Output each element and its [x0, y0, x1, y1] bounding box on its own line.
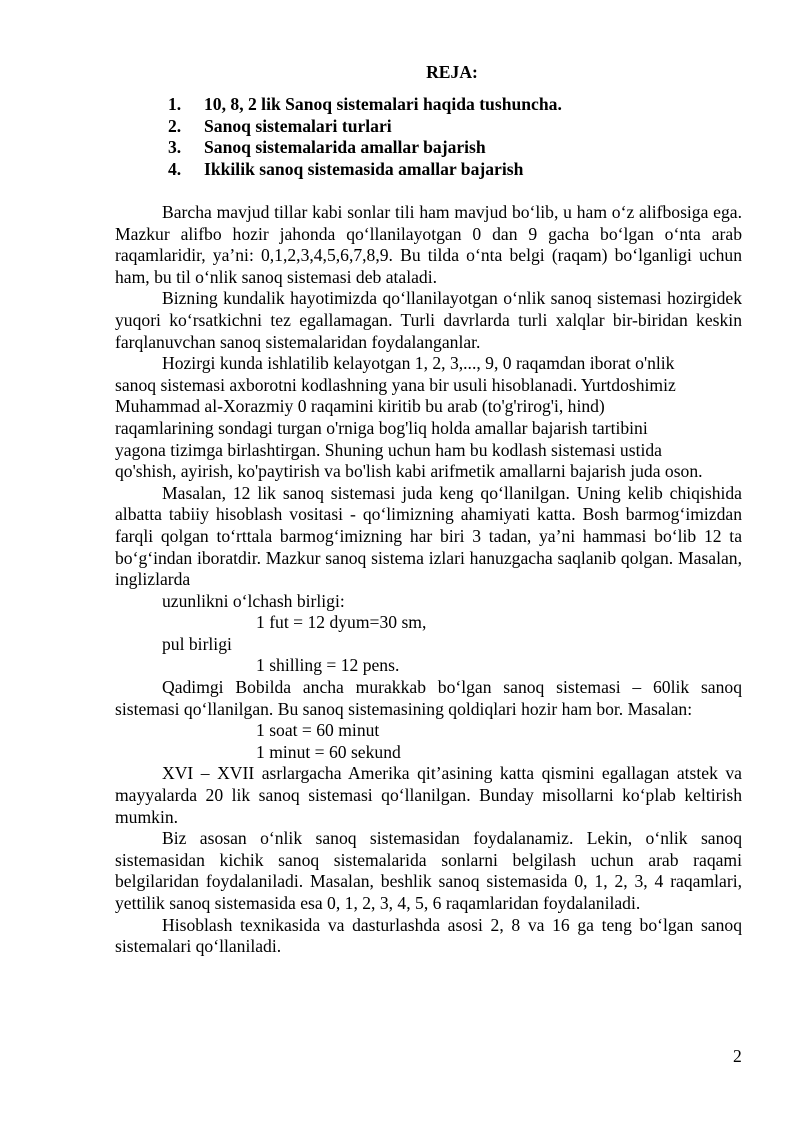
plan-item-text: Sanoq sistemalari turlari — [204, 115, 392, 136]
plan-item-number: 2. — [168, 115, 182, 136]
plan-item-number: 1. — [168, 94, 182, 114]
paragraph-line: Hozirgi kunda ishlatilib kelayotgan 1, 2, 3,..., 9, 0 raqamdan iborat o'nlik — [162, 353, 675, 374]
plan-item — [168, 116, 562, 138]
plan-item — [168, 137, 562, 159]
paragraph-americas: XVI – XVII asrlargacha Amerika qit’asining katta qismini egallagan atstek va mayyalarda 20 lik sanoq sistemasi qo‘llanilgan. Bunday misollarni ko‘plab keltirish mumkin. — [115, 763, 742, 827]
plan-item-number: 4. — [168, 158, 182, 179]
body-text — [115, 202, 742, 958]
plan-item-text: Ikkilik sanoq sistemasida amallar bajarish — [204, 158, 524, 179]
paragraph-line: yagona tizimga birlashtirgan. Shuning uchun ham bu kodlash sistemasi ustida — [115, 439, 662, 460]
paragraph-babylon: Qadimgi Bobilda ancha murakkab bo‘lgan sanoq sistemasi – 60lik sanoq sistemasi qo‘llanilgan. Bu sanoq sistemasining qoldiqlari hozir ham bor. Masalan: — [115, 677, 742, 719]
time-formula-hour: 1 soat = 60 minut — [256, 720, 380, 741]
plan-item — [168, 94, 562, 116]
plan-item — [168, 159, 562, 181]
paragraph-computing: Hisoblash texnikasida va dasturlashda asosi 2, 8 va 16 ga teng bo‘lgan sanoq sistemalari qo‘llaniladi. — [115, 914, 742, 957]
time-formula-minute: 1 minut = 60 sekund — [256, 741, 401, 762]
length-label: uzunlikni o‘lchash birligi: — [162, 590, 345, 611]
paragraph-alphabet: Barcha mavjud tillar kabi sonlar tili ham mavjud bo‘lib, u ham o‘z alifbosiga ega. Mazkur alifbo hozir jahonda qo‘llanilayotgan 0 dan 9 gacha bo‘lgan o‘nta arab raqamlaridir, ya’ni: 0,1,2,3,4,5,6,7,8,9. Bu tilda o‘nta belgi (raqam) bo‘lganligi uchun ham, bu til o‘nlik sanoq sistemasi deb ataladi. — [115, 202, 742, 287]
plan-list — [168, 94, 562, 180]
paragraph-duodecimal: Masalan, 12 lik sanoq sistemasi juda keng qo‘llanilgan. Uning kelib chiqishida albatta tabiiy hisoblash vositasi - qo‘limizning ahamiyati katta. Bosh barmog‘imizdan farqli qolgan to‘rttala barmog‘imizning har biri 3 tadan, ya’ni hammasi bo‘lib 12 ta bo‘g‘indan iboratdir. Mazkur sanoq sistema izlari hanuzgacha saqlanib qolgan. Masalan, inglizlarda — [115, 482, 742, 590]
paragraph-line: sanoq sistemasi axborotni kodlashning yana bir usuli hisoblanadi. Yurtdoshimiz — [115, 374, 676, 395]
paragraph-line: raqamlarining sondagi turgan o'rniga bog'liq holda amallar bajarish tartibini — [115, 417, 648, 438]
plan-item-text: 10, 8, 2 lik Sanoq sistemalari haqida tushuncha. — [204, 94, 562, 114]
plan-item-text: Sanoq sistemalarida amallar bajarish — [204, 137, 486, 158]
paragraph-decimal-system — [115, 353, 742, 483]
paragraph-small-bases: Biz asosan o‘nlik sanoq sistemasidan foydalanamiz. Lekin, o‘nlik sanoq sistemasidan kichik sanoq sistemalarida sonlarni belgilash uchun arab raqami belgilaridan foydalaniladi. Masalan, beshlik sanoq sistemasida 0, 1, 2, 3, 4 raqamlari, yettilik sanoq sistemasida esa 0, 1, 2, 3, 4, 5, 6 raqamlaridan foydalaniladi. — [115, 828, 742, 913]
page-number: 2 — [733, 1046, 742, 1066]
length-formula: 1 fut = 12 dyum=30 sm, — [256, 612, 427, 633]
money-formula: 1 shilling = 12 pens. — [256, 655, 400, 676]
paragraph-line: qo'shish, ayirish, ko'paytirish va bo'lish kabi arifmetik amallarni bajarish juda oson. — [115, 461, 703, 482]
money-label: pul birligi — [162, 633, 232, 654]
paragraph-history: Bizning kundalik hayotimizda qo‘llanilayotgan o‘nlik sanoq sistemasi hozirgidek yuqori ko‘rsatkichni tez egallamagan. Turli davrlarda turli xalqlar bir-biridan keskin farqlanuvchan sanoq sistemalaridan foydalanganlar. — [115, 288, 742, 352]
paragraph-line: Muhammad al-Xorazmiy 0 raqamini kiritib bu arab (to'g'rirog'i, hind) — [115, 396, 605, 417]
plan-item-number: 3. — [168, 137, 182, 158]
page-heading: REJA: — [426, 62, 478, 82]
